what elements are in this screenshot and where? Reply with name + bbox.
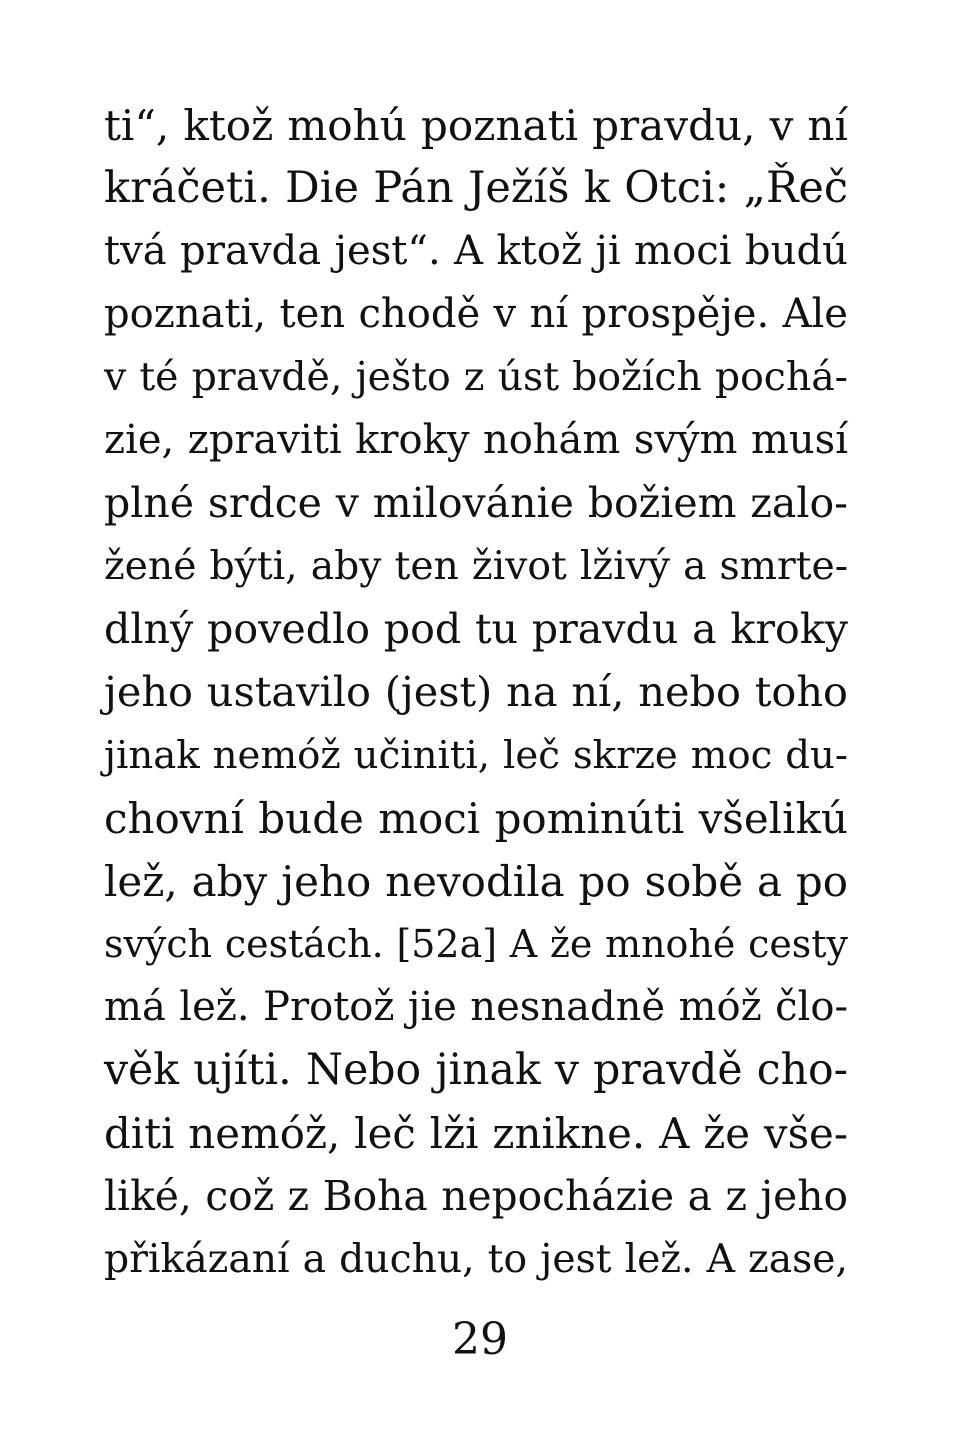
text-line: diti nemóž, leč lži znikne. A že vše-	[104, 1109, 848, 1158]
text-line: jeho ustavilo (jest) na ní, nebo toho	[104, 668, 848, 716]
body-text	[104, 94, 848, 1291]
text-line: v té pravdě, ješto z úst božích pochá-	[104, 354, 848, 400]
text-line: svých cestách. [52a] A že mnohé cesty	[104, 922, 848, 966]
text-line: žené býti, aby ten život lživý a smrte-	[104, 544, 848, 589]
text-line: poznati, ten chodě v ní prospěje. Ale	[104, 291, 848, 337]
text-line: lež, aby jeho nevodila po sobě a po	[104, 857, 848, 906]
text-line: tvá pravda jest“. A ktož ji moci budú	[104, 228, 848, 274]
text-line: jinak nemóž učiniti, leč skrze moc du-	[104, 733, 848, 778]
text-line: dlný povedlo pod tu pravdu a kroky	[104, 605, 848, 653]
text-line: kráčeti. Die Pán Ježíš k Otci: „Řeč	[104, 163, 848, 213]
text-line: přikázaní a duchu, to jest lež. A zase,	[104, 1237, 848, 1282]
text-line: ti“, ktož mohú poznati pravdu, v ní	[104, 101, 848, 150]
text-line: liké, což z Boha nepocházie a z jeho	[104, 1172, 848, 1220]
page-number: 29	[452, 1314, 508, 1365]
text-line: plné srdce v milovánie božiem zalo-	[104, 479, 848, 527]
text-line: věk ujíti. Nebo jinak v pravdě cho-	[104, 1045, 848, 1095]
text-line: má lež. Protož jie nesnadně móž člo-	[104, 984, 848, 1030]
text-line: zie, zpraviti kroky nohám svým musí	[104, 417, 848, 463]
text-line: chovní bude moci pominúti všelikú	[104, 794, 848, 843]
